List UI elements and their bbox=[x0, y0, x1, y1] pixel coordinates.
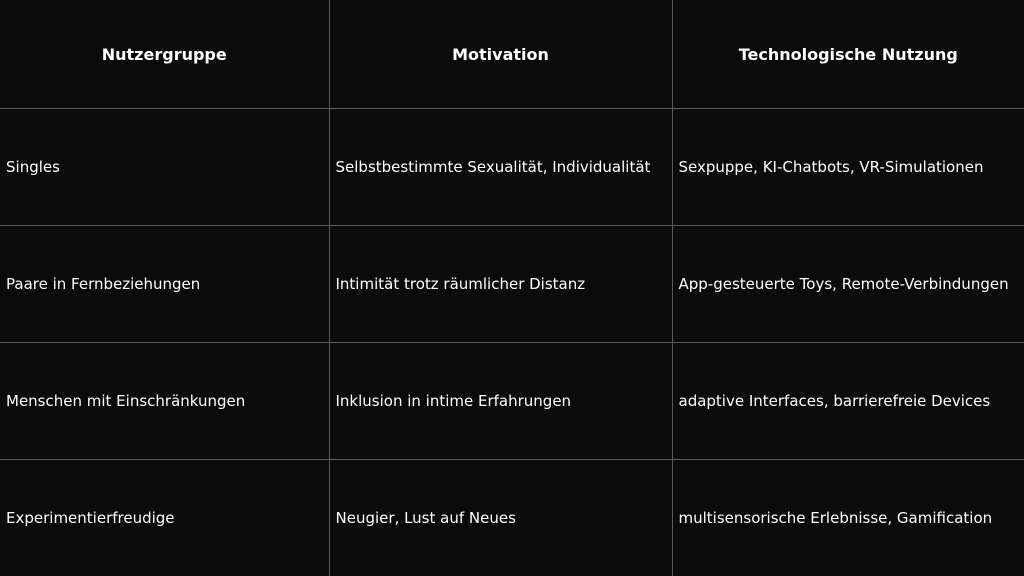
cell-motivation: Selbstbestimmte Sexualität, Individualität bbox=[329, 109, 672, 226]
table-row bbox=[0, 460, 1024, 576]
cell-motivation: Inklusion in intime Erfahrungen bbox=[329, 343, 672, 460]
cell-technologische-nutzung: Sexpuppe, KI-Chatbots, VR-Simulationen bbox=[672, 109, 1024, 226]
header-nutzergruppe: Nutzergruppe bbox=[0, 0, 329, 109]
cell-nutzergruppe: Paare in Fernbeziehungen bbox=[0, 226, 329, 343]
cell-nutzergruppe: Singles bbox=[0, 109, 329, 226]
table-header-row bbox=[0, 0, 1024, 109]
header-motivation: Motivation bbox=[329, 0, 672, 109]
cell-nutzergruppe: Menschen mit Einschränkungen bbox=[0, 343, 329, 460]
table-row bbox=[0, 226, 1024, 343]
cell-nutzergruppe: Experimentierfreudige bbox=[0, 460, 329, 576]
header-technologische-nutzung: Technologische Nutzung bbox=[672, 0, 1024, 109]
table-row bbox=[0, 343, 1024, 460]
cell-technologische-nutzung: App-gesteuerte Toys, Remote-Verbindungen bbox=[672, 226, 1024, 343]
cell-motivation: Intimität trotz räumlicher Distanz bbox=[329, 226, 672, 343]
table-row bbox=[0, 109, 1024, 226]
cell-technologische-nutzung: multisensorische Erlebnisse, Gamification bbox=[672, 460, 1024, 576]
cell-motivation: Neugier, Lust auf Neues bbox=[329, 460, 672, 576]
cell-technologische-nutzung: adaptive Interfaces, barrierefreie Devices bbox=[672, 343, 1024, 460]
